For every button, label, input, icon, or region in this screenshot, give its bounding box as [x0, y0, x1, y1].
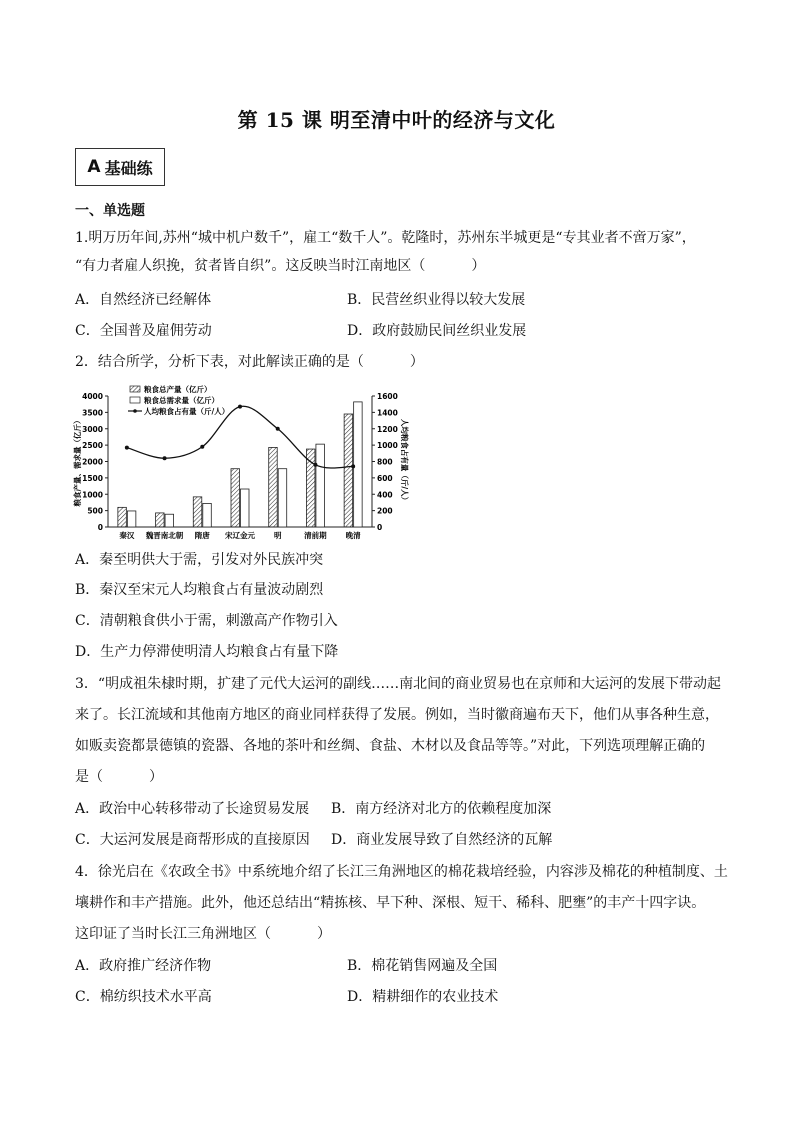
- legend-label-percapita: 人均粮食占有量（斤/人）: [144, 407, 230, 416]
- q3-option-d[interactable]: D．商业发展导致了自然经济的瓦解: [331, 832, 553, 848]
- left-tick-label: 2000: [82, 457, 103, 467]
- section-label: 基础练: [104, 158, 153, 178]
- legend-label-demand: 粮食总需求量（亿斤）: [144, 396, 219, 405]
- q2-option-c[interactable]: C．清朝粮食供小于需，刺激高产作物引入: [75, 613, 338, 629]
- section-box: [75, 148, 165, 186]
- left-tick-label: 3500: [82, 408, 103, 418]
- x-tick-label: 明: [273, 531, 282, 540]
- right-tick-label: 800: [377, 457, 393, 467]
- bar-demand: [316, 444, 325, 527]
- x-tick-label: 隋唐: [194, 531, 210, 540]
- q3-option-c[interactable]: C．大运河发展是商帮形成的直接原因: [75, 832, 310, 848]
- bar-demand: [241, 489, 250, 527]
- q2-option-d[interactable]: D．生产力停滞使明清人均粮食占有量下降: [75, 644, 339, 660]
- q4-option-a[interactable]: A．政府推广经济作物: [75, 958, 212, 974]
- left-tick-label: 1000: [82, 490, 103, 500]
- bar-production: [118, 507, 127, 527]
- q2-stem-close: ）: [409, 354, 424, 370]
- q3-stem-close: ）: [149, 769, 163, 785]
- x-tick-label: 清前期: [304, 531, 327, 540]
- q1-stem-close: ）: [471, 258, 486, 274]
- q3-stem-text: 是（: [75, 769, 103, 785]
- right-tick-label: 200: [377, 506, 393, 516]
- x-tick-label: 晚清: [345, 531, 361, 540]
- legend-swatch-demand: [130, 397, 140, 403]
- left-tick-label: 1500: [82, 473, 103, 483]
- bar-demand: [203, 503, 212, 527]
- q1-stem-line-2: [75, 256, 485, 276]
- x-tick-label: 魏晋南北朝: [145, 531, 184, 540]
- lesson-title: 第 15 课 明至清中叶的经济与文化: [237, 108, 556, 132]
- bar-demand: [127, 511, 136, 527]
- right-axis-title: 人均粮食占有量（斤/人）: [400, 418, 409, 505]
- q4-option-c[interactable]: C．棉纺织技术水平高: [75, 989, 212, 1005]
- q3-stem-line-1: 3．“明成祖朱棣时期，扩建了元代大运河的副线……南北间的商业贸易也在京师和大运河的发展下带动起: [75, 676, 722, 692]
- q4-option-d[interactable]: D．精耕细作的农业技术: [347, 989, 499, 1005]
- legend-swatch-percapita-point: [133, 409, 137, 413]
- q3-option-b[interactable]: B．南方经济对北方的依赖程度加深: [331, 801, 552, 817]
- q1-stem-line-1: 1.明万历年间,苏州“城中机户数千”，雇工“数千人”。乾隆时，苏州东半城更是“专其业者不啻万家”，: [75, 230, 696, 246]
- q3-stem-line-3: 如贩卖瓷都景德镇的瓷器、各地的茶叶和丝绸、食盐、木材以及食品等等。”对此，下列选项理解正确的: [75, 738, 706, 754]
- bar-production: [344, 414, 353, 527]
- q4-stem-close: ）: [317, 926, 331, 942]
- per-capita-point: [125, 446, 129, 450]
- bar-production: [269, 447, 278, 527]
- q1-option-d[interactable]: D．政府鼓励民间丝织业发展: [347, 323, 527, 339]
- right-tick-label: 600: [377, 473, 393, 483]
- left-tick-label: 500: [87, 506, 103, 516]
- right-tick-label: 1400: [377, 408, 398, 418]
- left-tick-label: 4000: [82, 392, 103, 401]
- q2-stem: [75, 352, 424, 372]
- q2-option-b[interactable]: B．秦汉至宋元人均粮食占有量波动剧烈: [75, 582, 324, 598]
- q1-option-c[interactable]: C．全国普及雇佣劳动: [75, 323, 212, 339]
- q2-option-a[interactable]: A．秦至明供大于需，引发对外民族冲突: [75, 552, 324, 568]
- q2-stem-text: 2．结合所学，分析下表，对此解读正确的是（: [75, 354, 364, 370]
- legend-label-production: 粮食总产量（亿斤）: [144, 385, 212, 394]
- right-tick-label: 1000: [377, 441, 398, 451]
- legend-swatch-production: [130, 386, 140, 392]
- bar-demand: [278, 469, 287, 527]
- section-heading: 一、单选题: [75, 203, 145, 219]
- left-tick-label: 0: [97, 523, 103, 532]
- q4-stem-line-3: [75, 924, 331, 944]
- q4-option-b[interactable]: B．棉花销售网遍及全国: [347, 958, 498, 974]
- bar-production: [156, 513, 165, 527]
- grain-chart: [70, 382, 490, 542]
- per-capita-point: [238, 405, 242, 409]
- q3-stem-line-2: 来了。长江流域和其他南方地区的商业同样获得了发展。例如，当时徽商遍布天下，他们从事各种生意，: [75, 707, 719, 723]
- right-tick-label: 0: [377, 523, 383, 532]
- bar-demand: [354, 402, 363, 527]
- per-capita-point: [276, 427, 280, 431]
- q3-stem-line-4: [75, 767, 163, 787]
- x-tick-label: 秦汉: [119, 531, 135, 540]
- q1-option-a[interactable]: A．自然经济已经解体: [75, 292, 212, 308]
- per-capita-point: [200, 445, 204, 449]
- left-tick-label: 2500: [82, 441, 103, 451]
- section-letter: A: [87, 157, 101, 177]
- bar-demand: [165, 514, 174, 527]
- q4-stem-text: 这印证了当时长江三角洲地区（: [75, 926, 271, 942]
- per-capita-point: [163, 456, 167, 460]
- per-capita-point: [351, 464, 355, 468]
- left-tick-label: 3000: [82, 424, 103, 434]
- q3-option-a[interactable]: A．政治中心转移带动了长途贸易发展: [75, 801, 310, 817]
- bar-production: [306, 449, 315, 527]
- q4-stem-line-2: 壤耕作和丰产措施。此外，他还总结出“精拣核、早下种、深根、短干、稀科、肥壅”的丰产十四字诀。: [75, 895, 706, 911]
- q4-stem-line-1: 4．徐光启在《农政全书》中系统地介绍了长江三角洲地区的棉花栽培经验，内容涉及棉花的种植制度、土: [75, 864, 728, 880]
- bar-production: [231, 469, 240, 527]
- q1-stem-text: “有力者雇人织挽，贫者皆自织”。这反映当时江南地区（: [75, 258, 426, 274]
- right-tick-label: 400: [377, 490, 393, 500]
- per-capita-point: [313, 463, 317, 467]
- right-tick-label: 1600: [377, 392, 398, 401]
- left-axis-title: 粮食产量、需求量（亿斤）: [73, 416, 82, 507]
- q1-option-b[interactable]: B．民营丝织业得以较大发展: [347, 292, 526, 308]
- x-tick-label: 宋辽金元: [225, 531, 255, 540]
- bar-production: [193, 497, 202, 527]
- right-tick-label: 1200: [377, 424, 398, 434]
